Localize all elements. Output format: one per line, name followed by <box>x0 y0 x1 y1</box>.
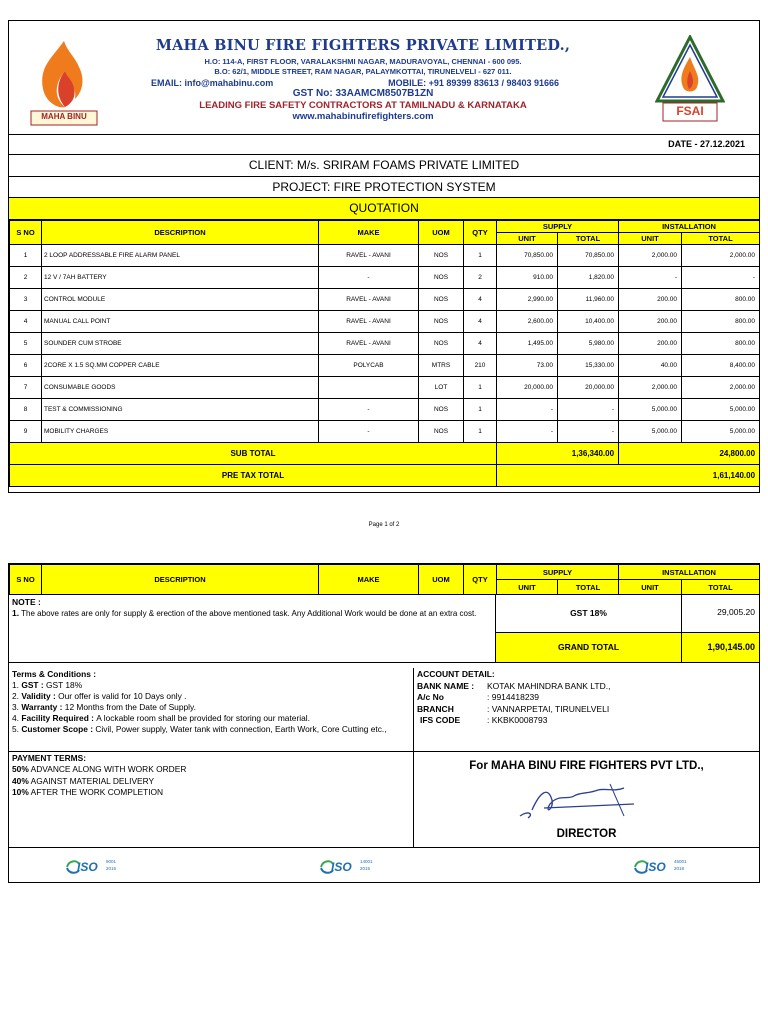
term-sep: : <box>50 690 59 701</box>
quotation-page-1 <box>8 20 760 493</box>
item-install-unit: 5,000.00 <box>619 421 682 443</box>
col-description: DESCRIPTION <box>42 221 319 245</box>
item-sno: 5 <box>10 333 42 355</box>
item-qty: 2 <box>464 267 497 289</box>
note-number: 1. <box>12 608 20 618</box>
table-row <box>10 377 760 399</box>
item-install-total: 2,000.00 <box>682 245 760 267</box>
item-supply-unit: 20,000.00 <box>497 377 558 399</box>
col-uom: UOM <box>419 565 464 595</box>
term-key: Customer Scope <box>21 723 88 734</box>
item-install-unit: 40.00 <box>619 355 682 377</box>
item-install-unit: - <box>619 267 682 289</box>
term-item <box>12 691 410 702</box>
payment-pct: 10% <box>12 787 29 798</box>
gst-row <box>496 595 759 633</box>
branch: : VANNARPETAI, TIRUNELVELI <box>487 703 610 714</box>
col-sno: S NO <box>10 565 42 595</box>
item-uom: NOS <box>419 289 464 311</box>
table-row <box>10 333 760 355</box>
signature-company: For MAHA BINU FIRE FIGHTERS PVT LTD., <box>469 760 704 772</box>
item-uom: NOS <box>419 245 464 267</box>
col-supply-unit: UNIT <box>497 580 558 595</box>
item-supply-total: 15,330.00 <box>558 355 619 377</box>
iso-mark: ISO <box>331 860 352 874</box>
item-qty: 210 <box>464 355 497 377</box>
gst-value: 29,005.20 <box>717 607 755 617</box>
item-sno: 8 <box>10 399 42 421</box>
payment-pct: 40% <box>12 775 29 786</box>
item-install-total: 5,000.00 <box>682 421 760 443</box>
item-supply-total: 70,850.00 <box>558 245 619 267</box>
item-qty: 1 <box>464 245 497 267</box>
col-install-unit: UNIT <box>619 233 682 245</box>
col-qty: QTY <box>464 221 497 245</box>
sub-total-label: SUB TOTAL <box>10 443 497 465</box>
quotation-table <box>9 220 760 487</box>
payment-item <box>12 776 410 787</box>
item-make <box>319 377 419 399</box>
table-row <box>10 267 760 289</box>
item-qty: 1 <box>464 399 497 421</box>
term-sep: : <box>87 723 96 734</box>
item-install-total: 800.00 <box>682 333 760 355</box>
item-uom: NOS <box>419 267 464 289</box>
item-supply-total: 11,960.00 <box>558 289 619 311</box>
term-key: Facility Required <box>21 712 89 723</box>
iso-year: 2015 <box>360 866 371 871</box>
term-item <box>12 702 410 713</box>
account-number-key: A/c No <box>417 692 444 702</box>
item-description: SOUNDER CUM STROBE <box>42 333 319 355</box>
signature-icon <box>514 780 644 824</box>
terms-and-conditions <box>9 668 414 752</box>
item-supply-unit: 910.00 <box>497 267 558 289</box>
fsai-logo-text: FSAI <box>676 104 704 118</box>
item-uom: LOT <box>419 377 464 399</box>
company-gst: GST No: 33AAMCM8507B1ZN <box>292 88 434 99</box>
payment-text: AFTER THE WORK COMPLETION <box>30 787 164 798</box>
bank-name-key: BANK NAME : <box>417 680 475 691</box>
term-sep: : <box>38 679 46 690</box>
term-text: GST 18% <box>46 679 83 690</box>
table-row <box>10 289 760 311</box>
fsai-logo <box>655 35 725 123</box>
quotation-table-header-repeat <box>9 564 760 595</box>
item-sno: 6 <box>10 355 42 377</box>
term-num: 2. <box>12 690 19 701</box>
iso-std: 9001 <box>106 859 117 864</box>
iso-mark: ISO <box>77 860 98 874</box>
quotation-page-2 <box>8 563 760 883</box>
item-description: MANUAL CALL POINT <box>42 311 319 333</box>
item-sno: 7 <box>10 377 42 399</box>
company-logo <box>25 37 103 127</box>
item-supply-unit: - <box>497 399 558 421</box>
item-qty: 1 <box>464 377 497 399</box>
item-install-total: 5,000.00 <box>682 399 760 421</box>
item-install-unit: 200.00 <box>619 289 682 311</box>
item-supply-unit: 70,850.00 <box>497 245 558 267</box>
iso-std: 14001 <box>360 859 373 864</box>
branch-office-address: B.O: 62/1, MIDDLE STREET, RAM NAGAR, PALAYMKOTTAI, TIRUNELVELI - 627 011. <box>214 67 512 76</box>
col-make: MAKE <box>319 221 419 245</box>
client-name: CLIENT: M/s. SRIRAM FOAMS PRIVATE LIMITED <box>9 155 759 177</box>
note-text: The above rates are only for supply & erection of the above mentioned task. Any Additional Work would be done at an extra cost. <box>21 609 477 618</box>
col-supply: SUPPLY <box>497 565 619 580</box>
term-item <box>12 680 410 691</box>
item-supply-unit: 2,600.00 <box>497 311 558 333</box>
col-install-unit: UNIT <box>619 580 682 595</box>
col-installation: INSTALLATION <box>619 565 760 580</box>
account-details <box>414 668 759 752</box>
item-install-unit: 2,000.00 <box>619 245 682 267</box>
term-text: Our offer is valid for 10 Days only . <box>58 690 187 701</box>
iso-45001-badge <box>633 858 691 876</box>
signature-block <box>414 752 759 848</box>
col-install-total: TOTAL <box>682 580 760 595</box>
account-number: : 9914418239 <box>487 692 539 702</box>
item-supply-total: 10,400.00 <box>558 311 619 333</box>
item-make: RAVEL - AVANI <box>319 333 419 355</box>
item-make: RAVEL - AVANI <box>319 311 419 333</box>
item-description: 12 V / 7AH BATTERY <box>42 267 319 289</box>
item-supply-total: - <box>558 399 619 421</box>
payment-terms <box>9 752 414 848</box>
term-key: GST <box>21 679 39 690</box>
bank-name: KOTAK MAHINDRA BANK LTD., <box>487 680 611 691</box>
item-install-total: - <box>682 267 760 289</box>
item-description: MOBILITY CHARGES <box>42 421 319 443</box>
document-title: QUOTATION <box>9 198 759 220</box>
col-install-total: TOTAL <box>682 233 760 245</box>
logo-text: MAHA BINU <box>41 112 87 121</box>
sub-total-installation: 24,800.00 <box>619 443 760 465</box>
date-row <box>9 135 759 155</box>
iso-year: 2018 <box>674 866 685 871</box>
pre-tax-total-label: PRE TAX TOTAL <box>10 465 497 487</box>
item-supply-unit: - <box>497 421 558 443</box>
item-sno: 4 <box>10 311 42 333</box>
ifs-code-key: IFS CODE <box>420 715 461 725</box>
item-description: CONTROL MODULE <box>42 289 319 311</box>
item-uom: MTRS <box>419 355 464 377</box>
payment-title: PAYMENT TERMS: <box>12 753 86 763</box>
letterhead <box>9 21 759 135</box>
item-supply-total: - <box>558 421 619 443</box>
payment-text: AGAINST MATERIAL DELIVERY <box>30 775 155 786</box>
col-supply: SUPPLY <box>497 221 619 233</box>
item-uom: NOS <box>419 333 464 355</box>
item-supply-total: 5,980.00 <box>558 333 619 355</box>
company-tagline: LEADING FIRE SAFETY CONTRACTORS AT TAMILNADU & KARNATAKA <box>199 100 527 111</box>
signature-role: DIRECTOR <box>556 828 617 840</box>
payment-item <box>12 787 410 798</box>
company-email: EMAIL: info@mahabinu.com <box>151 78 274 88</box>
company-mobile: MOBILE: +91 89399 83613 / 98403 91666 <box>388 78 559 88</box>
term-key: Validity <box>21 690 51 701</box>
item-install-total: 8,400.00 <box>682 355 760 377</box>
item-install-unit: 200.00 <box>619 311 682 333</box>
item-qty: 1 <box>464 421 497 443</box>
term-text: 12 Months from the Date of Supply. <box>64 701 196 712</box>
item-description: 2CORE X 1.5 SQ.MM COPPER CABLE <box>42 355 319 377</box>
sub-total-row <box>10 443 760 465</box>
item-supply-unit: 1,495.00 <box>497 333 558 355</box>
grand-total-value: 1,90,145.00 <box>707 642 755 652</box>
item-install-unit: 200.00 <box>619 333 682 355</box>
quotation-date: DATE - 27.12.2021 <box>668 139 745 149</box>
account-title: ACCOUNT DETAIL: <box>417 669 495 679</box>
table-row <box>10 311 760 333</box>
item-uom: NOS <box>419 399 464 421</box>
term-item <box>12 724 410 735</box>
pre-tax-total-row <box>10 465 760 487</box>
col-supply-unit: UNIT <box>497 233 558 245</box>
term-sep: : <box>88 712 97 723</box>
grand-total-label: GRAND TOTAL <box>496 633 682 662</box>
term-item <box>12 713 410 724</box>
col-sno: S NO <box>10 221 42 245</box>
branch-key: BRANCH <box>417 703 454 714</box>
item-supply-unit: 73.00 <box>497 355 558 377</box>
item-install-unit: 5,000.00 <box>619 399 682 421</box>
item-sno: 2 <box>10 267 42 289</box>
item-supply-total: 1,820.00 <box>558 267 619 289</box>
iso-14001-badge <box>319 858 377 876</box>
item-supply-unit: 2,990.00 <box>497 289 558 311</box>
col-supply-total: TOTAL <box>558 233 619 245</box>
payment-item <box>12 764 410 775</box>
item-install-total: 800.00 <box>682 311 760 333</box>
note-title: NOTE : <box>12 597 41 607</box>
item-make: RAVEL - AVANI <box>319 289 419 311</box>
item-description: TEST & COMMISSIONING <box>42 399 319 421</box>
project-name: PROJECT: FIRE PROTECTION SYSTEM <box>9 177 759 198</box>
col-make: MAKE <box>319 565 419 595</box>
term-num: 1. <box>12 679 19 690</box>
col-uom: UOM <box>419 221 464 245</box>
term-key: Warranty <box>21 701 58 712</box>
grand-total-row <box>496 633 759 663</box>
note-block <box>9 595 496 663</box>
term-num: 5. <box>12 723 19 734</box>
item-install-total: 2,000.00 <box>682 377 760 399</box>
sub-total-supply: 1,36,340.00 <box>497 443 619 465</box>
term-num: 4. <box>12 712 19 723</box>
item-description: 2 LOOP ADDRESSABLE FIRE ALARM PANEL <box>42 245 319 267</box>
company-name: MAHA BINU FIRE FIGHTERS PRIVATE LIMITED., <box>155 37 571 54</box>
ifs-code: : KKBK0008793 <box>487 715 548 725</box>
item-sno: 9 <box>10 421 42 443</box>
item-install-total: 800.00 <box>682 289 760 311</box>
col-description: DESCRIPTION <box>42 565 319 595</box>
col-installation: INSTALLATION <box>619 221 760 233</box>
item-make: POLYCAB <box>319 355 419 377</box>
payment-text: ADVANCE ALONG WITH WORK ORDER <box>30 764 187 775</box>
iso-9001-badge <box>65 858 123 876</box>
item-uom: NOS <box>419 421 464 443</box>
item-qty: 4 <box>464 311 497 333</box>
item-install-unit: 2,000.00 <box>619 377 682 399</box>
payment-pct: 50% <box>12 764 29 775</box>
item-make: - <box>319 399 419 421</box>
item-sno: 3 <box>10 289 42 311</box>
item-make: RAVEL - AVANI <box>319 245 419 267</box>
term-text: Civil, Power supply, Water tank with connection, Earth Work, Core Cutting etc., <box>95 723 387 734</box>
company-website: www.mahabinufirefighters.com <box>292 111 434 122</box>
iso-mark: ISO <box>645 860 666 874</box>
contact-line <box>127 78 599 88</box>
terms-title: Terms & Conditions : <box>12 669 97 679</box>
head-office-address: H.O: 114-A, FIRST FLOOR, VARALAKSHMI NAGAR, MADURAVOYAL, CHENNAI - 600 095. <box>204 57 522 66</box>
page-number: Page 1 of 2 <box>368 522 400 528</box>
table-row <box>10 421 760 443</box>
gst-label: GST 18% <box>496 595 682 632</box>
item-uom: NOS <box>419 311 464 333</box>
iso-year: 2015 <box>106 866 117 871</box>
term-sep: : <box>57 701 65 712</box>
col-supply-total: TOTAL <box>558 580 619 595</box>
table-row <box>10 355 760 377</box>
item-make: - <box>319 421 419 443</box>
iso-std: 45001 <box>674 859 687 864</box>
item-description: CONSUMABLE GOODS <box>42 377 319 399</box>
pre-tax-total-value: 1,61,140.00 <box>497 465 760 487</box>
item-sno: 1 <box>10 245 42 267</box>
item-qty: 4 <box>464 289 497 311</box>
item-qty: 4 <box>464 333 497 355</box>
col-qty: QTY <box>464 565 497 595</box>
item-supply-total: 20,000.00 <box>558 377 619 399</box>
table-row <box>10 399 760 421</box>
table-row <box>10 245 760 267</box>
item-make: - <box>319 267 419 289</box>
term-text: A lockable room shall be provided for storing our material. <box>96 712 310 723</box>
term-num: 3. <box>12 701 19 712</box>
